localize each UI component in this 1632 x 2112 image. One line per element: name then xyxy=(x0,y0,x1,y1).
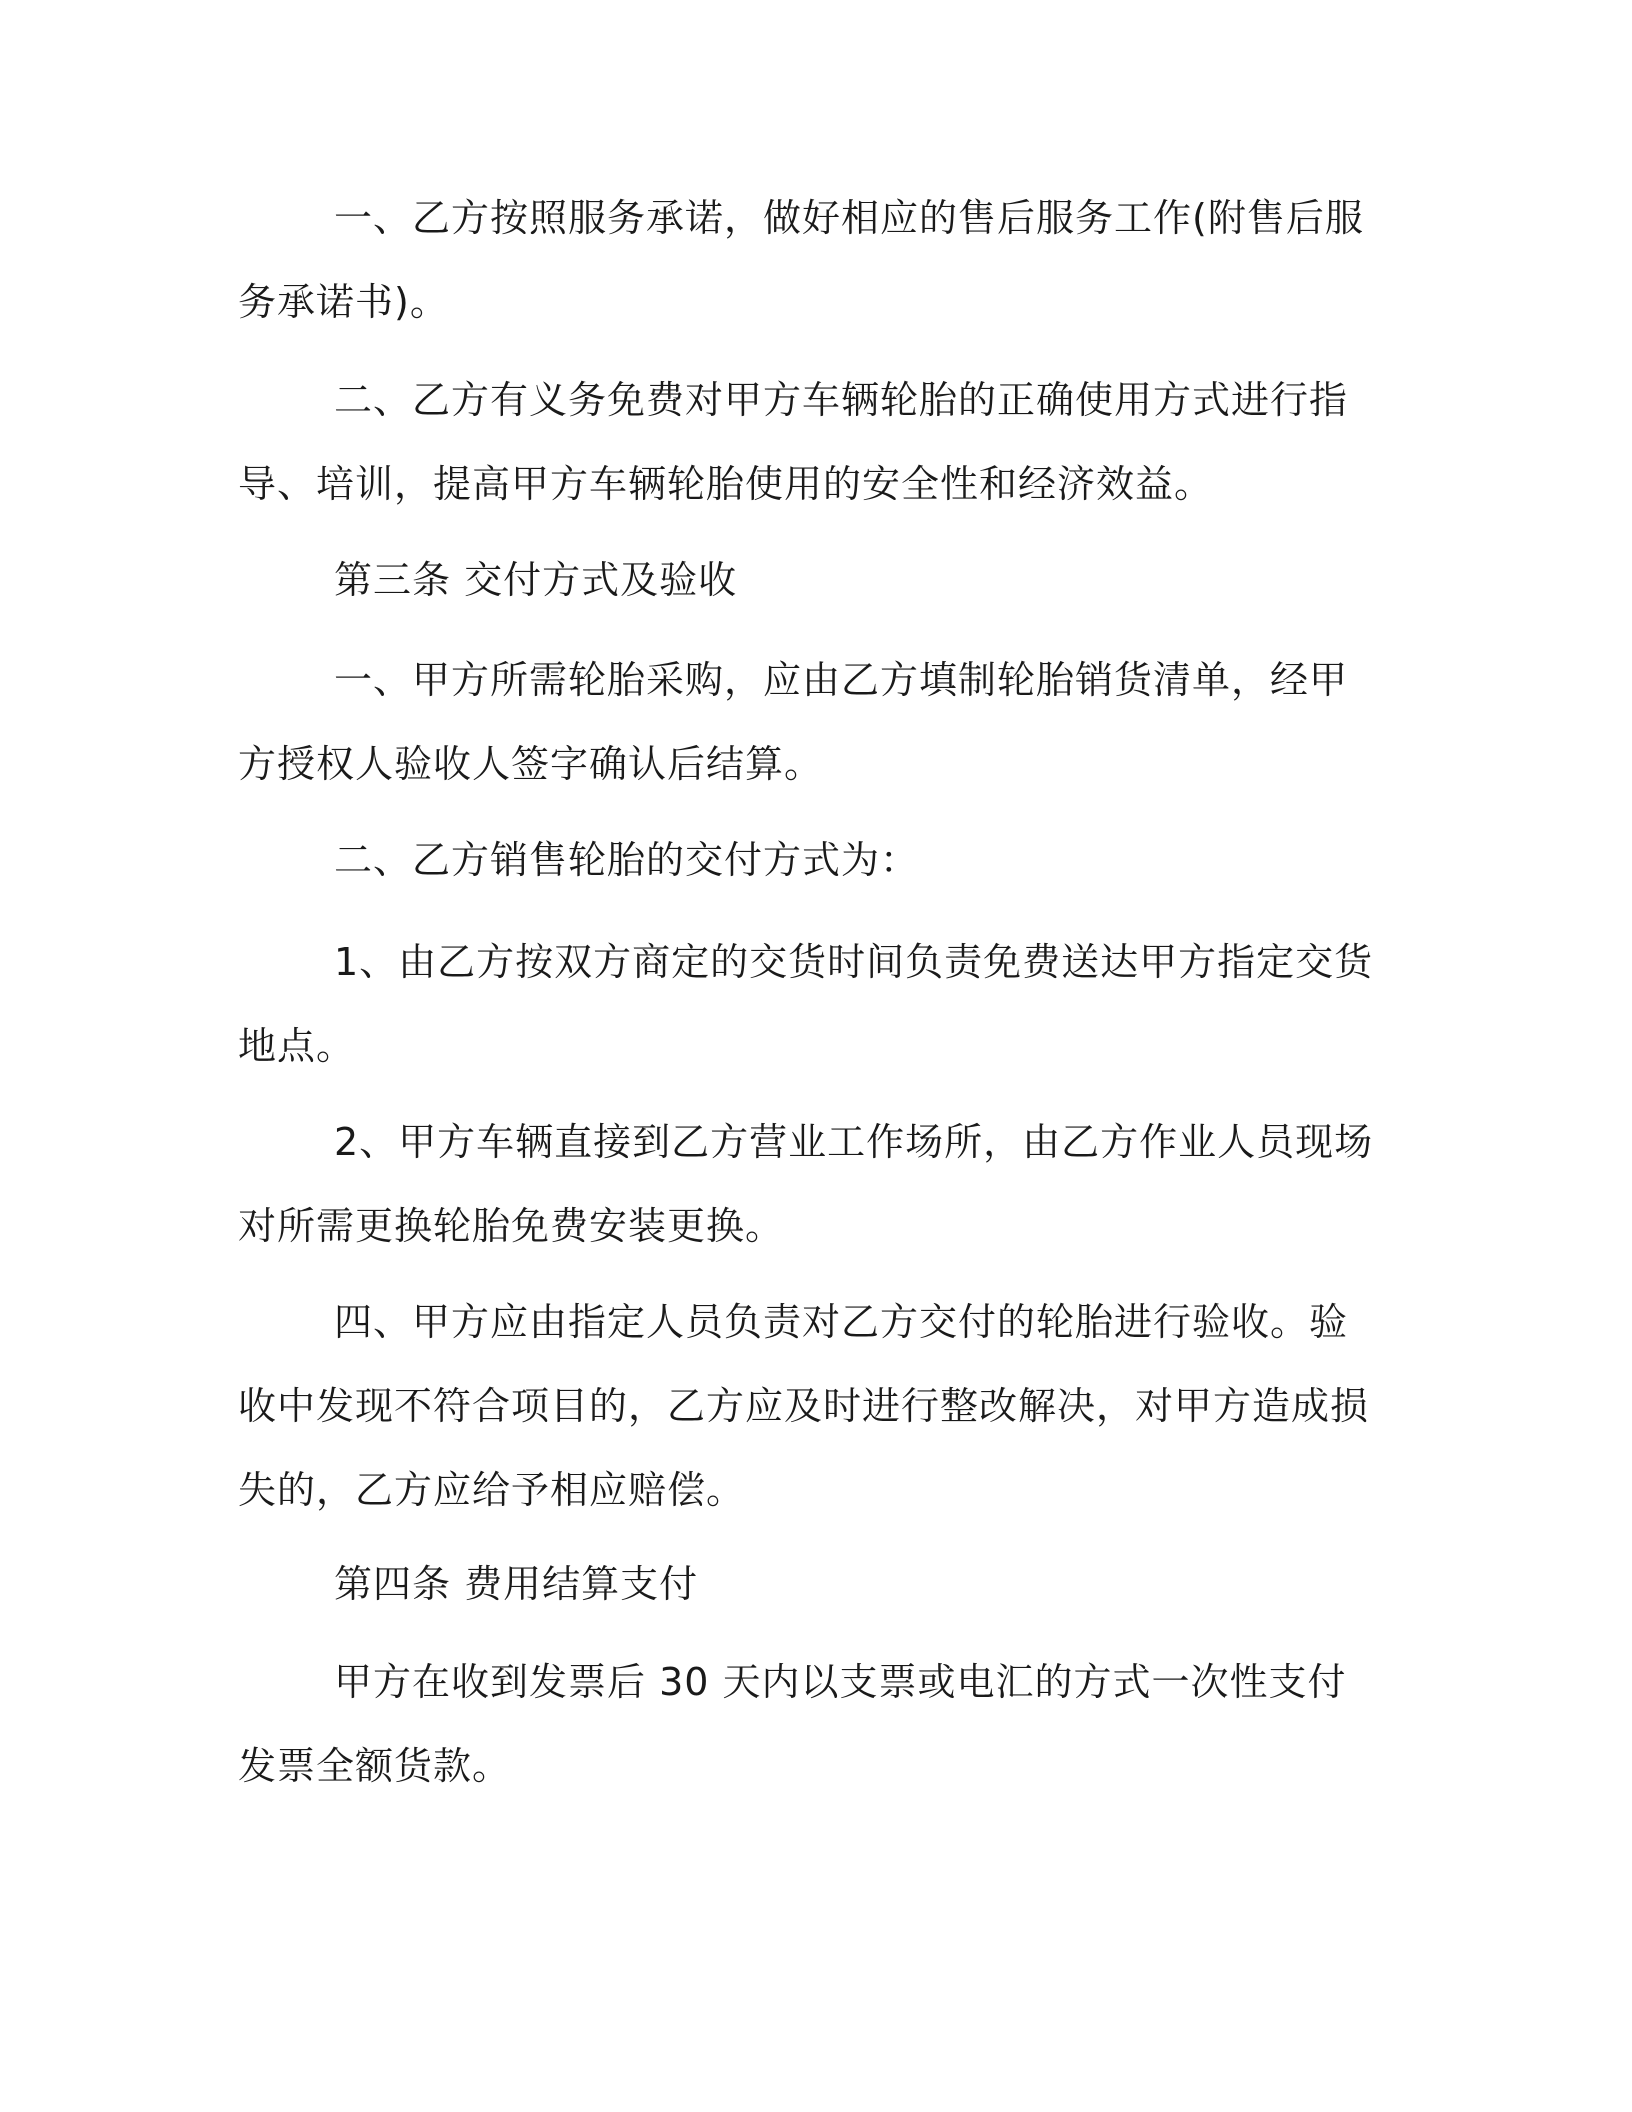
paragraph-tire-purchase xyxy=(238,638,1378,806)
paragraph-text: 1、由乙方按双方商定的交货时间负责免费送达甲方指定交货地点。 xyxy=(238,940,1374,1068)
section-heading-article-3: 第三条 交付方式及验收 xyxy=(334,558,738,602)
paragraph-tire-usage-guidance xyxy=(238,358,1378,526)
paragraph-delivery-method-2 xyxy=(238,1100,1378,1268)
paragraph-payment xyxy=(238,1640,1378,1808)
paragraph-text: 一、甲方所需轮胎采购，应由乙方填制轮胎销货清单，经甲方授权人验收人签字确认后结算。 xyxy=(238,658,1349,786)
paragraph-acceptance xyxy=(238,1280,1378,1532)
paragraph-text: 甲方在收到发票后 30 天内以支票或电汇的方式一次性支付发票全额货款。 xyxy=(238,1660,1347,1788)
paragraph-text: 一、乙方按照服务承诺，做好相应的售后服务工作(附售后服务承诺书)。 xyxy=(238,196,1364,324)
paragraph-delivery-methods xyxy=(238,818,1378,902)
paragraph-delivery-method-1 xyxy=(238,920,1378,1088)
paragraph-text: 二、乙方销售轮胎的交付方式为： xyxy=(334,838,920,882)
paragraph-text: 二、乙方有义务免费对甲方车辆轮胎的正确使用方式进行指导、培训，提高甲方车辆轮胎使用的安全性和经济效益。 xyxy=(238,378,1349,506)
paragraph-text: 2、甲方车辆直接到乙方营业工作场所，由乙方作业人员现场对所需更换轮胎免费安装更换。 xyxy=(238,1120,1374,1248)
paragraph-after-sales-service xyxy=(238,176,1378,344)
section-heading-article-4: 第四条 费用结算支付 xyxy=(334,1562,699,1606)
paragraph-text: 四、甲方应由指定人员负责对乙方交付的轮胎进行验收。验收中发现不符合项目的，乙方应及时进行整改解决，对甲方造成损失的，乙方应给予相应赔偿。 xyxy=(238,1300,1370,1512)
